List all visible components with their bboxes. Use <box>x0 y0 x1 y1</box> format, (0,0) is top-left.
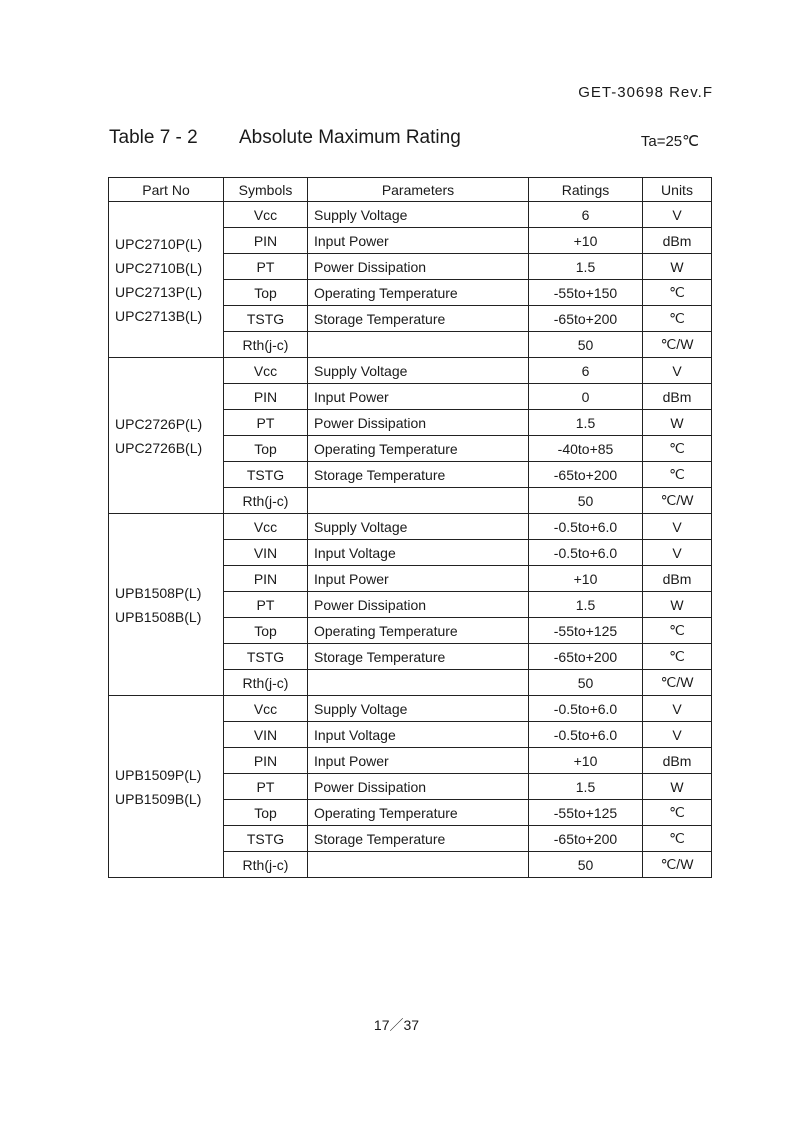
unit-cell: ℃/W <box>643 670 712 696</box>
rating-cell: 1.5 <box>529 592 643 618</box>
symbol-cell: Top <box>224 618 308 644</box>
symbol-cell: Vcc <box>224 514 308 540</box>
page-number: 17／37 <box>373 1017 420 1033</box>
parameter-cell: Supply Voltage <box>308 202 529 228</box>
table-row <box>109 202 712 228</box>
parameter-cell <box>308 332 529 358</box>
unit-cell: ℃ <box>643 306 712 332</box>
unit-cell: ℃ <box>643 800 712 826</box>
unit-cell: dBm <box>643 566 712 592</box>
unit-cell: V <box>643 358 712 384</box>
parameter-cell: Power Dissipation <box>308 774 529 800</box>
parameter-cell: Storage Temperature <box>308 462 529 488</box>
symbol-cell: PIN <box>224 384 308 410</box>
table-title: Absolute Maximum Rating <box>239 127 461 148</box>
ambient-temperature-condition: Ta=25℃ <box>640 133 699 150</box>
parameter-cell: Operating Temperature <box>308 618 529 644</box>
symbol-cell: Vcc <box>224 202 308 228</box>
parameter-cell: Operating Temperature <box>308 280 529 306</box>
parameter-cell: Input Power <box>308 384 529 410</box>
symbol-cell: Rth(j-c) <box>224 852 308 878</box>
rating-cell: 0 <box>529 384 643 410</box>
column-header-parameters: Parameters <box>308 178 529 202</box>
unit-cell: dBm <box>643 384 712 410</box>
absolute-maximum-rating-table <box>108 177 712 878</box>
symbol-cell: PT <box>224 592 308 618</box>
unit-cell: ℃ <box>643 644 712 670</box>
unit-cell: ℃ <box>643 618 712 644</box>
parameter-cell: Power Dissipation <box>308 592 529 618</box>
part-number: UPB1508B(L) <box>115 608 202 625</box>
part-number-cell <box>109 202 224 358</box>
symbol-cell: Top <box>224 436 308 462</box>
symbol-cell: Rth(j-c) <box>224 332 308 358</box>
rating-cell: 1.5 <box>529 774 643 800</box>
part-number-cell <box>109 696 224 878</box>
rating-cell: -55to+125 <box>529 800 643 826</box>
parameter-cell: Storage Temperature <box>308 644 529 670</box>
rating-cell: -55to+150 <box>529 280 643 306</box>
unit-cell: ℃ <box>643 826 712 852</box>
table-heading <box>109 127 709 153</box>
table-row <box>109 358 712 384</box>
part-number: UPC2710P(L) <box>115 235 203 252</box>
column-header-ratings: Ratings <box>529 178 643 202</box>
rating-cell: -0.5to+6.0 <box>529 514 643 540</box>
parameter-cell <box>308 488 529 514</box>
symbol-cell: PT <box>224 254 308 280</box>
rating-cell: +10 <box>529 566 643 592</box>
table-body <box>109 202 712 878</box>
symbol-cell: Vcc <box>224 358 308 384</box>
unit-cell: V <box>643 696 712 722</box>
parameter-cell: Storage Temperature <box>308 826 529 852</box>
part-number-cell <box>109 358 224 514</box>
unit-cell: V <box>643 722 712 748</box>
unit-cell: ℃ <box>643 280 712 306</box>
table-row <box>109 514 712 540</box>
parameter-cell: Supply Voltage <box>308 514 529 540</box>
part-number: UPC2713B(L) <box>115 307 203 324</box>
parameter-cell: Power Dissipation <box>308 254 529 280</box>
column-header-units: Units <box>643 178 712 202</box>
rating-cell: -0.5to+6.0 <box>529 696 643 722</box>
symbol-cell: PIN <box>224 228 308 254</box>
rating-cell: -65to+200 <box>529 306 643 332</box>
parameter-cell: Power Dissipation <box>308 410 529 436</box>
parameter-cell: Input Voltage <box>308 722 529 748</box>
part-number: UPC2713P(L) <box>115 283 203 300</box>
rating-cell: +10 <box>529 748 643 774</box>
rating-cell: -65to+200 <box>529 826 643 852</box>
symbol-cell: Vcc <box>224 696 308 722</box>
symbol-cell: VIN <box>224 722 308 748</box>
column-header-symbols: Symbols <box>224 178 308 202</box>
unit-cell: W <box>643 774 712 800</box>
unit-cell: ℃ <box>643 462 712 488</box>
table-header-row <box>109 178 712 202</box>
parameter-cell <box>308 670 529 696</box>
symbol-cell: PIN <box>224 748 308 774</box>
rating-cell: 1.5 <box>529 254 643 280</box>
rating-cell: -0.5to+6.0 <box>529 540 643 566</box>
document-id: GET-30698 Rev.F <box>578 84 713 101</box>
rating-cell: -55to+125 <box>529 618 643 644</box>
part-number: UPB1509B(L) <box>115 790 202 807</box>
symbol-cell: Rth(j-c) <box>224 488 308 514</box>
parameter-cell: Input Power <box>308 566 529 592</box>
unit-cell: dBm <box>643 748 712 774</box>
rating-cell: 50 <box>529 670 643 696</box>
parameter-cell: Input Power <box>308 748 529 774</box>
symbol-cell: TSTG <box>224 306 308 332</box>
part-number-cell <box>109 514 224 696</box>
part-number: UPC2710B(L) <box>115 259 203 276</box>
unit-cell: ℃/W <box>643 852 712 878</box>
unit-cell: W <box>643 410 712 436</box>
unit-cell: V <box>643 540 712 566</box>
symbol-cell: TSTG <box>224 644 308 670</box>
table-row <box>109 696 712 722</box>
parameter-cell: Storage Temperature <box>308 306 529 332</box>
unit-cell: W <box>643 254 712 280</box>
part-number: UPB1509P(L) <box>115 766 202 783</box>
rating-cell: +10 <box>529 228 643 254</box>
rating-cell: 1.5 <box>529 410 643 436</box>
column-header-part-no: Part No <box>109 178 224 202</box>
unit-cell: W <box>643 592 712 618</box>
unit-cell: V <box>643 202 712 228</box>
unit-cell: V <box>643 514 712 540</box>
rating-cell: 50 <box>529 332 643 358</box>
unit-cell: ℃ <box>643 436 712 462</box>
rating-cell: -0.5to+6.0 <box>529 722 643 748</box>
symbol-cell: Top <box>224 280 308 306</box>
rating-cell: 6 <box>529 202 643 228</box>
parameter-cell: Operating Temperature <box>308 800 529 826</box>
table-number: Table 7 - 2 <box>109 127 198 148</box>
part-number: UPC2726B(L) <box>115 439 203 456</box>
rating-cell: -40to+85 <box>529 436 643 462</box>
part-number: UPC2726P(L) <box>115 415 203 432</box>
symbol-cell: Top <box>224 800 308 826</box>
symbol-cell: TSTG <box>224 462 308 488</box>
parameter-cell: Input Voltage <box>308 540 529 566</box>
symbol-cell: TSTG <box>224 826 308 852</box>
rating-cell: 50 <box>529 852 643 878</box>
rating-cell: -65to+200 <box>529 462 643 488</box>
unit-cell: ℃/W <box>643 488 712 514</box>
part-number: UPB1508P(L) <box>115 584 202 601</box>
symbol-cell: PIN <box>224 566 308 592</box>
parameter-cell: Operating Temperature <box>308 436 529 462</box>
parameter-cell: Supply Voltage <box>308 696 529 722</box>
rating-cell: -65to+200 <box>529 644 643 670</box>
parameter-cell <box>308 852 529 878</box>
unit-cell: ℃/W <box>643 332 712 358</box>
rating-cell: 50 <box>529 488 643 514</box>
symbol-cell: PT <box>224 410 308 436</box>
unit-cell: dBm <box>643 228 712 254</box>
parameter-cell: Input Power <box>308 228 529 254</box>
parameter-cell: Supply Voltage <box>308 358 529 384</box>
symbol-cell: VIN <box>224 540 308 566</box>
symbol-cell: Rth(j-c) <box>224 670 308 696</box>
symbol-cell: PT <box>224 774 308 800</box>
rating-cell: 6 <box>529 358 643 384</box>
